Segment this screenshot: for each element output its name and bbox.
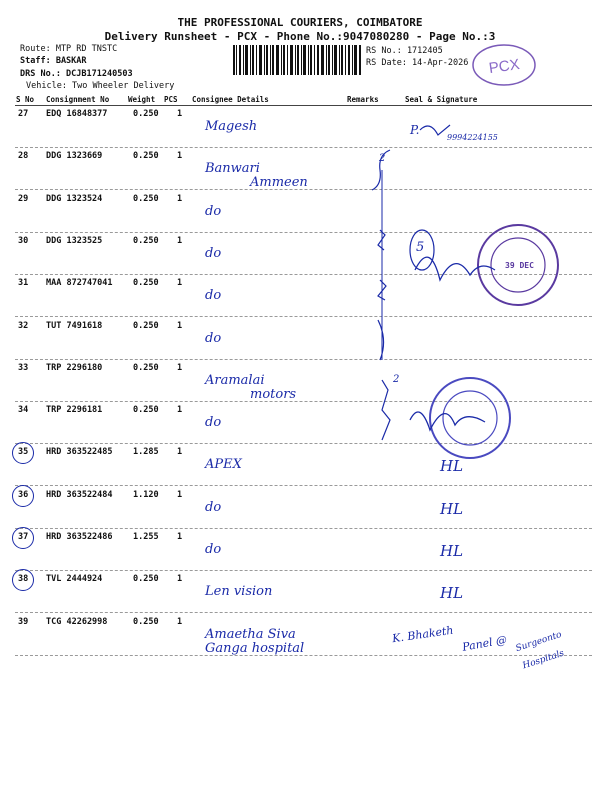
- row-pcs: 1: [177, 109, 183, 119]
- row-consignee-line1: Aramalai: [205, 373, 265, 388]
- rs-number: RS No.: 1712405: [366, 46, 443, 56]
- row-pcs: 1: [177, 321, 183, 331]
- vehicle-info: Vehicle: Two Wheeler Delivery: [26, 81, 175, 91]
- row-weight: 0.250: [133, 151, 159, 161]
- row-sno: 33: [18, 363, 29, 373]
- row-consignment: HRD 363522485: [46, 447, 113, 457]
- row-weight: 0.250: [133, 574, 159, 584]
- row-pcs: 1: [177, 278, 183, 288]
- row-consignment: DDG 1323524: [46, 194, 103, 204]
- row-consignee-line2: Ganga hospital: [205, 641, 305, 656]
- row-pcs: 1: [177, 405, 183, 415]
- pcx-stamp: [470, 42, 538, 88]
- sign-39-line1: K. Bhaketh: [391, 623, 455, 646]
- row-pcs: 1: [177, 574, 183, 584]
- row-weight: 0.250: [133, 321, 159, 331]
- drs-info: DRS No.: DCJB171240503: [20, 69, 133, 79]
- row-weight: 1.255: [133, 532, 159, 542]
- row-pcs: 1: [177, 532, 183, 542]
- count-mark-5: 5: [416, 240, 425, 255]
- row-weight: 1.120: [133, 490, 159, 500]
- row-sno: 35: [18, 447, 29, 457]
- row-consignment: TCG 42262998: [46, 617, 108, 627]
- row-consignee-line2: motors: [250, 387, 297, 402]
- row-consignment: TUT 7491618: [46, 321, 103, 331]
- row-consignee-line1: do: [205, 204, 222, 219]
- row-consignment: MAA 872747041: [46, 278, 113, 288]
- col-sno: S No: [16, 95, 35, 104]
- row-consignee-line1: Amaetha Siva: [205, 627, 296, 642]
- row-sno: 27: [18, 109, 29, 119]
- row-consignment: TRP 2296181: [46, 405, 103, 415]
- row-consignee-line1: do: [205, 500, 222, 515]
- row-weight: 0.250: [133, 405, 159, 415]
- row-weight: 0.250: [133, 617, 159, 627]
- row-consignee-line1: Magesh: [205, 119, 258, 134]
- sno-circle-mark: [12, 442, 34, 464]
- row-sno: 30: [18, 236, 29, 246]
- row-consignee-line1: do: [205, 415, 222, 430]
- rs-date: RS Date: 14-Apr-2026: [366, 58, 469, 68]
- row-weight: 0.250: [133, 278, 159, 288]
- row-weight: 0.250: [133, 363, 159, 373]
- row-consignee-line1: APEX: [205, 457, 242, 472]
- row-sno: 28: [18, 151, 29, 161]
- row-consignee-line1: do: [205, 331, 222, 346]
- row-consignee-line2: Ammeen: [250, 175, 308, 190]
- row-consignment: DDG 1323525: [46, 236, 103, 246]
- row-consignee-line1: Len vision: [205, 584, 273, 599]
- row-sno: 34: [18, 405, 29, 415]
- row-pcs: 1: [177, 447, 183, 457]
- row-pcs: 1: [177, 236, 183, 246]
- count-mark-2: 2: [393, 374, 400, 385]
- row-sno: 29: [18, 194, 29, 204]
- col-weight: Weight: [128, 95, 156, 104]
- row-remark: HL: [440, 500, 464, 518]
- round-stamp-date: 39 DEC: [505, 261, 534, 270]
- row-sno: 32: [18, 321, 29, 331]
- row-pcs: 1: [177, 194, 183, 204]
- sign-39-line2: Panel @: [461, 633, 508, 654]
- barcode: [233, 45, 361, 75]
- signature-area: [360, 110, 595, 680]
- row-weight: 0.250: [133, 194, 159, 204]
- staff-info: Staff: BASKAR: [20, 56, 87, 66]
- route-info: Route: MTP RD TNSTC: [20, 44, 118, 54]
- row-consignee-line1: do: [205, 246, 222, 261]
- row-remark: HL: [440, 542, 464, 560]
- row-remark: HL: [440, 584, 464, 602]
- sign-39-line4: Hospitals: [521, 648, 566, 672]
- row-sno: 37: [18, 532, 29, 542]
- sign-p-note: P.: [410, 123, 420, 137]
- row-pcs: 1: [177, 363, 183, 373]
- sign-39-line3: Surgeonto: [514, 629, 563, 655]
- row-weight: 0.250: [133, 109, 159, 119]
- row-consignee-line1: do: [205, 288, 222, 303]
- sno-circle-mark: [12, 527, 34, 549]
- sign-phone-note: 9994224155: [447, 133, 498, 142]
- row-consignment: DDG 1323669: [46, 151, 103, 161]
- col-remarks: Remarks: [347, 95, 379, 104]
- row-pcs: 1: [177, 617, 183, 627]
- sno-circle-mark: [12, 485, 34, 507]
- row-consignment: HRD 363522486: [46, 532, 113, 542]
- row-weight: 0.250: [133, 236, 159, 246]
- sno-circle-mark: [12, 569, 34, 591]
- col-consignee: Consignee Details: [192, 95, 269, 104]
- runsheet-subtitle: Delivery Runsheet - PCX - Phone No.:9047080280 - Page No.:3: [104, 30, 496, 43]
- row-consignee-line1: do: [205, 542, 222, 557]
- row-pcs: 1: [177, 151, 183, 161]
- row-sno: 39: [18, 617, 29, 627]
- row-pcs: 1: [177, 490, 183, 500]
- col-pcs: PCS: [164, 95, 178, 104]
- col-seal: Seal & Signature: [405, 95, 478, 104]
- company-title: THE PROFESSIONAL COURIERS, COIMBATORE: [177, 16, 423, 29]
- row-consignee-line1: Banwari: [205, 161, 260, 176]
- row-consignment: EDQ 16848377: [46, 109, 108, 119]
- row-sno: 31: [18, 278, 29, 288]
- row-consignment: TRP 2296180: [46, 363, 103, 373]
- pcx-stamp-text: PCX: [487, 55, 521, 78]
- header-rule: [15, 105, 592, 106]
- row-remark: HL: [440, 457, 464, 475]
- row-weight: 1.285: [133, 447, 159, 457]
- row-consignment: TVL 2444924: [46, 574, 103, 584]
- row-sno: 36: [18, 490, 29, 500]
- count-mark-1: 2: [379, 153, 386, 164]
- col-consignment: Consignment No: [46, 95, 110, 104]
- row-sno: 38: [18, 574, 29, 584]
- row-consignment: HRD 363522484: [46, 490, 113, 500]
